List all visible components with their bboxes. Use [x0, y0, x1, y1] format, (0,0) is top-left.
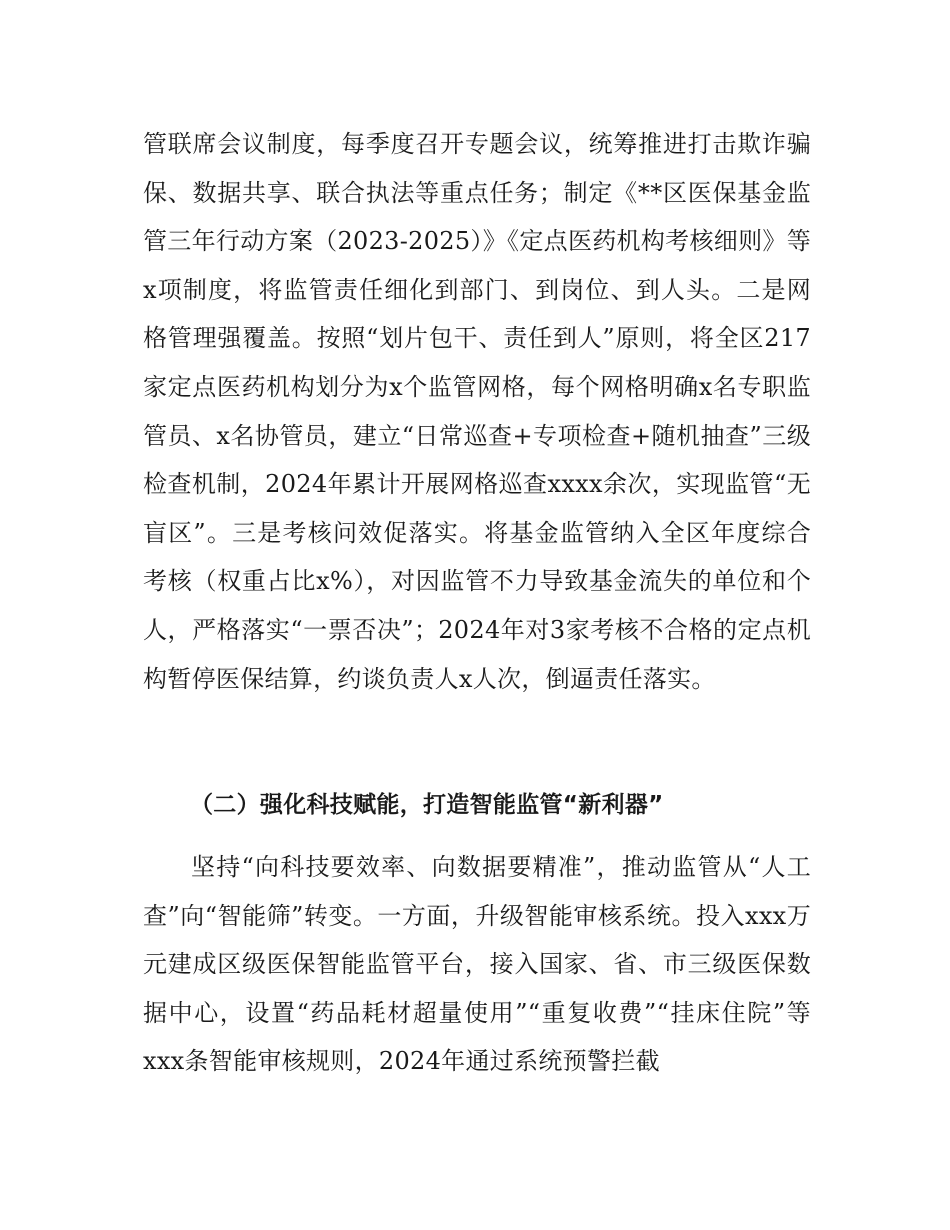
- body-paragraph-2: 坚持“向科技要效率、向数据要精准”，推动监管从“人工查”向“智能筛”转变。一方面，升级智能审核系统。投入xxx万元建成区级医保智能监管平台，接入国家、省、市三级医保数据中心，设置“药品耗材超量使用”“重复收费”“挂床住院”等xxx条智能审核规则，2024年通过系统预警拦截: [143, 853, 811, 1076]
- body-paragraph-1: 管联席会议制度，每季度召开专题会议，统筹推进打击欺诈骗保、数据共享、联合执法等重点任务；制定《**区医保基金监管三年行动方案（2023-2025）》《定点医药机构考核细则》等x项制度，将监管责任细化到部门、到岗位、到人头。二是网格管理强覆盖。按照“划片包干、责任到人”原则，将全区217家定点医药机构划分为x个监管网格，每个网格明确x名专职监管员、x名协管员，建立“日常巡查+专项检查+随机抽查”三级检查机制，2024年累计开展网格巡查xxxx余次，实现监管“无盲区”。三是考核问效促落实。将基金监管纳入全区年度综合考核（权重占比x%），对因监管不力导致基金流失的单位和个人，严格落实“一票否决”；2024年对3家考核不合格的定点机构暂停医保结算，约谈负责人x人次，倒逼责任落实。: [143, 130, 811, 693]
- section-heading: （二）强化科技赋能，打造智能监管“新利器”: [190, 792, 664, 818]
